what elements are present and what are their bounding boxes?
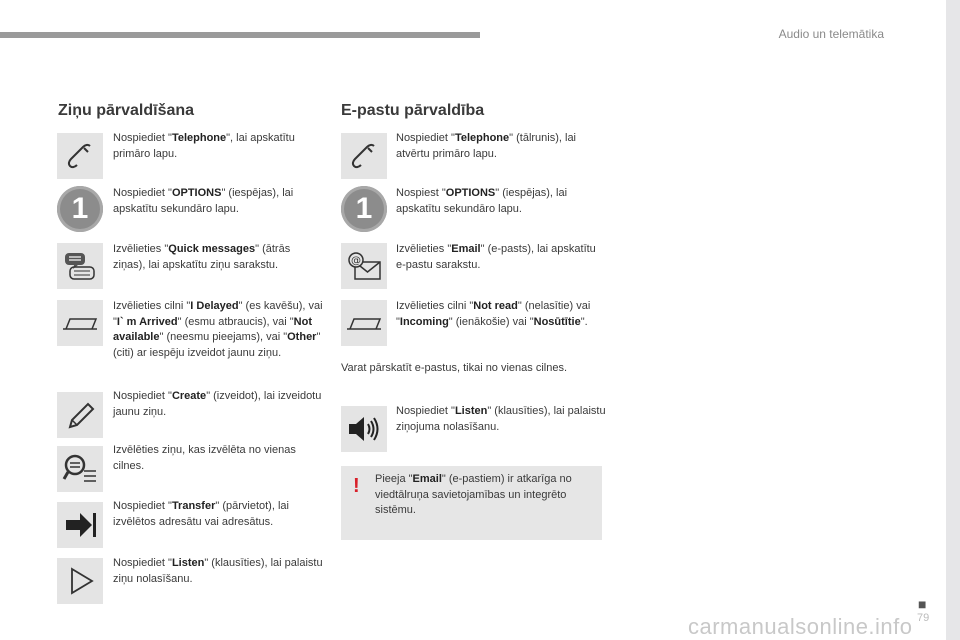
- svg-text:@: @: [351, 255, 361, 267]
- right-text-tabs: Izvēlieties cilni "Not read" (nelasītie) vai "Incoming" (ienākošie) vai "Nosūtītie".: [396, 300, 591, 328]
- email-envelope-icon: [341, 243, 387, 289]
- right-text-options: Nospiest "OPTIONS" (iespējas), lai apskatītu sekundāro lapu.: [396, 187, 568, 215]
- page-number: 79: [917, 612, 930, 624]
- step-1-badge-right: 1: [341, 186, 387, 232]
- left-text-options: Nospiediet "OPTIONS" (iespējas), lai apskatītu sekundāro lapu.: [113, 187, 294, 215]
- telephone-icon: [341, 133, 387, 179]
- chapter-title: Audio un telemātika: [778, 27, 884, 41]
- step-1-badge-left: 1: [57, 186, 103, 232]
- tab-selector-icon: [341, 300, 387, 346]
- left-section-title: Ziņu pārvaldīšana: [58, 102, 195, 119]
- telephone-icon: [57, 133, 103, 179]
- watermark: carmanualsonline.info: [688, 614, 913, 639]
- warning-exclamation-icon: !: [353, 475, 360, 497]
- left-text-tabs: Izvēlieties cilni "I Delayed" (es kavēšu), vai "I` m Arrived" (esmu atbraucis), vai "Not available" (neesmu pieejams), vai "Other" (citi) ar iespēju izveidot jaunu ziņu.: [113, 300, 323, 359]
- left-text-select-message: Izvēlēties ziņu, kas izvēlēta no vienas cilnes.: [113, 444, 296, 472]
- quick-messages-icon: [57, 243, 103, 289]
- speaker-icon: [341, 406, 387, 452]
- right-text-email: Izvēlieties "Email" (e-pasts), lai apskatītu e-pastu sarakstu.: [396, 243, 596, 271]
- left-text-quick-messages: Izvēlieties "Quick messages" (ātrās ziņas), lai apskatītu ziņu sarakstu.: [113, 243, 291, 271]
- left-text-telephone: Nospiediet "Telephone", lai apskatītu primāro lapu.: [113, 132, 295, 160]
- tab-selector-icon: [57, 300, 103, 346]
- right-text-telephone: Nospiediet "Telephone" (tālrunis), lai atvērtu primāro lapu.: [396, 132, 577, 160]
- left-text-transfer: Nospiediet "Transfer" (pārvietot), lai izvēlētos adresātu vai adresātus.: [113, 500, 289, 528]
- play-icon: [57, 558, 103, 604]
- left-text-create: Nospiediet "Create" (izveidot), lai izveidotu jaunu ziņu.: [113, 390, 322, 418]
- message-search-icon: [57, 446, 103, 492]
- page-end-marker: ■: [918, 596, 927, 612]
- pencil-icon: [57, 392, 103, 438]
- transfer-arrow-icon: [57, 502, 103, 548]
- right-text-listen: Nospiediet "Listen" (klausīties), lai palaistu ziņojuma nolasīšanu.: [396, 405, 606, 433]
- page-edge-strip: [946, 0, 960, 640]
- left-text-listen: Nospiediet "Listen" (klausīties), lai palaistu ziņu nolasīšanu.: [113, 557, 323, 585]
- right-section-title: E-pastu pārvaldība: [341, 102, 485, 119]
- right-text-review-note: Varat pārskatīt e-pastus, tikai no vienas cilnes.: [341, 362, 568, 374]
- compatibility-note-text: Pieeja "Email" (e-pastiem) ir atkarīga no viedtālruņa savietojamības un integrēto sistēmu.: [375, 473, 572, 516]
- top-divider-bar: [0, 32, 480, 38]
